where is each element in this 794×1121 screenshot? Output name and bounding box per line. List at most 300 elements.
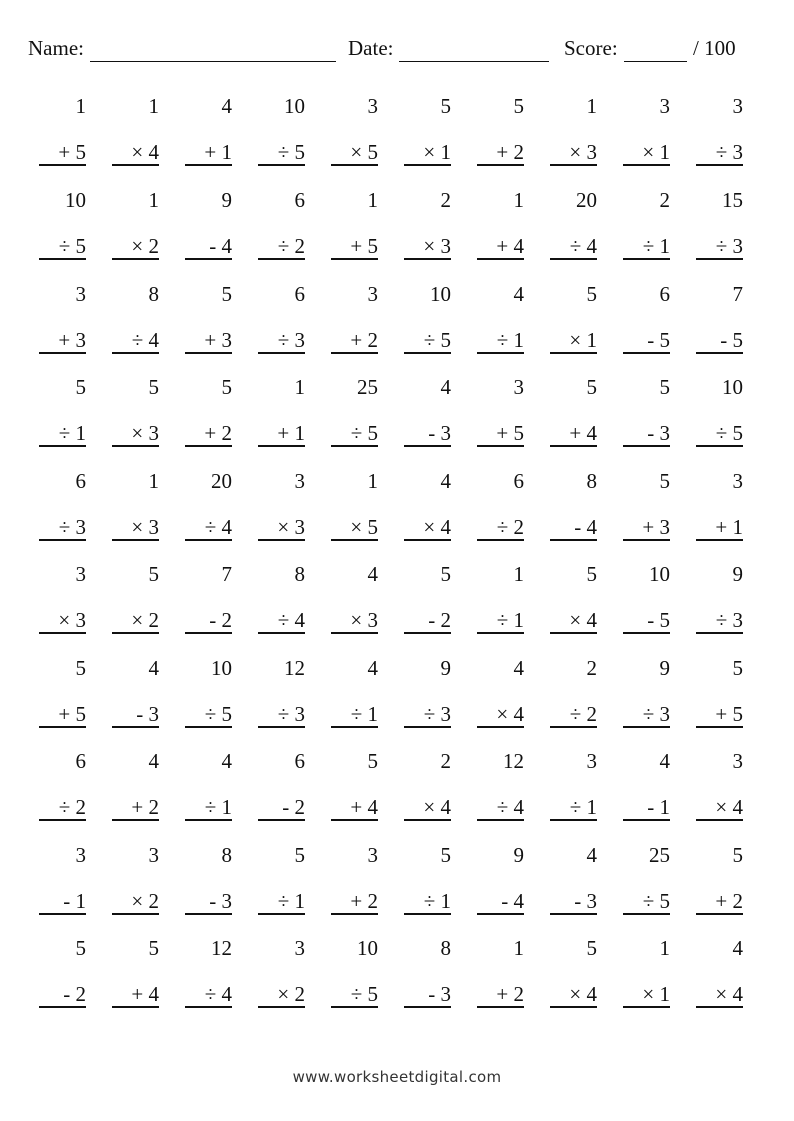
- name-label: Name:: [28, 36, 84, 60]
- problem-r10-c9: [623, 936, 670, 1016]
- problem-r2-c7: [477, 188, 524, 268]
- problem-r10-c4: [258, 936, 305, 1016]
- problem-r10-c8: [550, 936, 597, 1016]
- top-number: 25: [357, 375, 378, 399]
- operator-operand: × 4: [423, 515, 451, 539]
- top-number: 8: [294, 562, 305, 586]
- top-number: 4: [367, 656, 378, 680]
- top-number: 5: [148, 936, 159, 960]
- operator-operand: + 2: [715, 889, 743, 913]
- problem-r3-c6: [404, 282, 451, 362]
- answer-line[interactable]: [477, 352, 524, 354]
- answer-line[interactable]: [550, 164, 597, 166]
- answer-line[interactable]: [258, 632, 305, 634]
- problem-r5-c7: [477, 469, 524, 549]
- answer-line[interactable]: [696, 164, 743, 166]
- operator-operand: - 4: [209, 234, 232, 258]
- answer-line[interactable]: [331, 819, 378, 821]
- operator-operand: + 2: [204, 421, 232, 445]
- operator-operand: ÷ 4: [496, 795, 524, 819]
- top-number: 20: [576, 188, 597, 212]
- answer-line[interactable]: [550, 632, 597, 634]
- problem-r7-c3: [185, 656, 232, 736]
- top-number: 5: [148, 562, 159, 586]
- problem-r2-c8: [550, 188, 597, 268]
- top-number: 6: [659, 282, 670, 306]
- answer-line[interactable]: [258, 539, 305, 541]
- problem-r1-c7: [477, 94, 524, 174]
- problem-r7-c2: [112, 656, 159, 736]
- top-number: 1: [513, 562, 524, 586]
- answer-line[interactable]: [696, 539, 743, 541]
- problem-r7-c7: [477, 656, 524, 736]
- top-number: 1: [148, 469, 159, 493]
- answer-line[interactable]: [185, 726, 232, 728]
- answer-line[interactable]: [477, 164, 524, 166]
- top-number: 5: [75, 656, 86, 680]
- top-number: 5: [586, 375, 597, 399]
- top-number: 3: [75, 282, 86, 306]
- answer-line[interactable]: [477, 632, 524, 634]
- operator-operand: ÷ 2: [569, 702, 597, 726]
- answer-line[interactable]: [185, 819, 232, 821]
- problem-r5-c5: [331, 469, 378, 549]
- top-number: 5: [148, 375, 159, 399]
- answer-line[interactable]: [258, 164, 305, 166]
- problem-r7-c4: [258, 656, 305, 736]
- answer-line[interactable]: [39, 352, 86, 354]
- answer-line[interactable]: [185, 258, 232, 260]
- top-number: 1: [148, 188, 159, 212]
- operator-operand: - 1: [647, 795, 670, 819]
- answer-line[interactable]: [623, 632, 670, 634]
- top-number: 3: [732, 749, 743, 773]
- answer-line[interactable]: [404, 164, 451, 166]
- problem-r5-c2: [112, 469, 159, 549]
- top-number: 6: [75, 749, 86, 773]
- answer-line[interactable]: [477, 445, 524, 447]
- operator-operand: ÷ 3: [642, 702, 670, 726]
- operator-operand: ÷ 5: [58, 234, 86, 258]
- operator-operand: ÷ 1: [496, 608, 524, 632]
- top-number: 3: [513, 375, 524, 399]
- operator-operand: - 3: [647, 421, 670, 445]
- problem-r5-c1: [39, 469, 86, 549]
- problem-r1-c1: [39, 94, 86, 174]
- operator-operand: ÷ 4: [204, 982, 232, 1006]
- problem-r2-c10: [696, 188, 743, 268]
- answer-line[interactable]: [477, 726, 524, 728]
- top-number: 6: [294, 188, 305, 212]
- top-number: 5: [659, 469, 670, 493]
- top-number: 5: [440, 843, 451, 867]
- answer-line[interactable]: [112, 258, 159, 260]
- top-number: 3: [294, 469, 305, 493]
- answer-line[interactable]: [623, 258, 670, 260]
- answer-line[interactable]: [331, 258, 378, 260]
- operator-operand: × 4: [496, 702, 524, 726]
- problem-r5-c3: [185, 469, 232, 549]
- answer-line[interactable]: [404, 258, 451, 260]
- problem-r10-c7: [477, 936, 524, 1016]
- score-label: Score:: [564, 36, 618, 60]
- answer-line[interactable]: [258, 819, 305, 821]
- top-number: 9: [732, 562, 743, 586]
- answer-line[interactable]: [112, 819, 159, 821]
- problem-r1-c9: [623, 94, 670, 174]
- problem-r5-c9: [623, 469, 670, 549]
- answer-line[interactable]: [404, 1006, 451, 1008]
- answer-line[interactable]: [696, 819, 743, 821]
- operator-operand: ÷ 4: [569, 234, 597, 258]
- answer-line[interactable]: [696, 726, 743, 728]
- answer-line[interactable]: [623, 726, 670, 728]
- answer-line[interactable]: [258, 445, 305, 447]
- top-number: 3: [148, 843, 159, 867]
- answer-line[interactable]: [550, 913, 597, 915]
- operator-operand: ÷ 1: [58, 421, 86, 445]
- problem-r4-c7: [477, 375, 524, 455]
- top-number: 3: [75, 843, 86, 867]
- answer-line[interactable]: [477, 913, 524, 915]
- answer-line[interactable]: [696, 913, 743, 915]
- operator-operand: × 3: [131, 515, 159, 539]
- operator-operand: ÷ 2: [58, 795, 86, 819]
- answer-line[interactable]: [550, 352, 597, 354]
- answer-line[interactable]: [331, 352, 378, 354]
- answer-line[interactable]: [258, 1006, 305, 1008]
- problem-r7-c10: [696, 656, 743, 736]
- problem-r4-c4: [258, 375, 305, 455]
- top-number: 4: [221, 749, 232, 773]
- operator-operand: ÷ 5: [715, 421, 743, 445]
- top-number: 15: [722, 188, 743, 212]
- answer-line[interactable]: [39, 726, 86, 728]
- footer-url: www.worksheetdigital.com: [292, 1068, 502, 1086]
- operator-operand: + 5: [58, 140, 86, 164]
- top-number: 4: [367, 562, 378, 586]
- problem-r4-c9: [623, 375, 670, 455]
- operator-operand: + 3: [58, 328, 86, 352]
- problem-r8-c5: [331, 749, 378, 829]
- operator-operand: - 3: [136, 702, 159, 726]
- answer-line[interactable]: [39, 1006, 86, 1008]
- answer-line[interactable]: [404, 445, 451, 447]
- top-number: 20: [211, 469, 232, 493]
- operator-operand: × 3: [350, 608, 378, 632]
- problem-r9-c4: [258, 843, 305, 923]
- top-number: 12: [211, 936, 232, 960]
- problem-r6-c7: [477, 562, 524, 642]
- operator-operand: - 2: [209, 608, 232, 632]
- top-number: 12: [503, 749, 524, 773]
- operator-operand: + 1: [277, 421, 305, 445]
- top-number: 5: [75, 375, 86, 399]
- top-number: 1: [294, 375, 305, 399]
- answer-line[interactable]: [112, 1006, 159, 1008]
- answer-line[interactable]: [185, 913, 232, 915]
- operator-operand: ÷ 1: [642, 234, 670, 258]
- operator-operand: ÷ 3: [277, 328, 305, 352]
- answer-line[interactable]: [39, 913, 86, 915]
- problem-r7-c6: [404, 656, 451, 736]
- answer-line[interactable]: [550, 258, 597, 260]
- answer-line[interactable]: [404, 726, 451, 728]
- problem-r8-c4: [258, 749, 305, 829]
- answer-line[interactable]: [185, 539, 232, 541]
- answer-line[interactable]: [404, 632, 451, 634]
- score-total: / 100: [693, 36, 736, 60]
- answer-line[interactable]: [185, 164, 232, 166]
- top-number: 5: [221, 282, 232, 306]
- answer-line[interactable]: [112, 352, 159, 354]
- operator-operand: ÷ 2: [496, 515, 524, 539]
- answer-line[interactable]: [331, 726, 378, 728]
- operator-operand: ÷ 5: [350, 982, 378, 1006]
- problem-r6-c5: [331, 562, 378, 642]
- operator-operand: + 4: [569, 421, 597, 445]
- answer-line[interactable]: [696, 258, 743, 260]
- operator-operand: - 2: [282, 795, 305, 819]
- answer-line[interactable]: [39, 258, 86, 260]
- top-number: 3: [659, 94, 670, 118]
- top-number: 5: [513, 94, 524, 118]
- answer-line[interactable]: [477, 539, 524, 541]
- top-number: 3: [294, 936, 305, 960]
- operator-operand: × 1: [642, 982, 670, 1006]
- answer-line[interactable]: [623, 539, 670, 541]
- operator-operand: × 1: [569, 328, 597, 352]
- top-number: 10: [649, 562, 670, 586]
- operator-operand: + 1: [204, 140, 232, 164]
- problem-r8-c7: [477, 749, 524, 829]
- answer-line[interactable]: [404, 539, 451, 541]
- top-number: 9: [513, 843, 524, 867]
- answer-line[interactable]: [331, 1006, 378, 1008]
- answer-line[interactable]: [112, 913, 159, 915]
- top-number: 4: [513, 282, 524, 306]
- top-number: 3: [367, 94, 378, 118]
- problem-r9-c7: [477, 843, 524, 923]
- operator-operand: - 5: [647, 328, 670, 352]
- problem-r5-c10: [696, 469, 743, 549]
- top-number: 1: [367, 188, 378, 212]
- operator-operand: - 3: [428, 421, 451, 445]
- problem-r10-c2: [112, 936, 159, 1016]
- answer-line[interactable]: [623, 819, 670, 821]
- top-number: 7: [221, 562, 232, 586]
- problem-r6-c6: [404, 562, 451, 642]
- problem-r2-c4: [258, 188, 305, 268]
- operator-operand: × 3: [569, 140, 597, 164]
- operator-operand: × 5: [350, 515, 378, 539]
- answer-line[interactable]: [39, 632, 86, 634]
- problem-r6-c9: [623, 562, 670, 642]
- top-number: 5: [294, 843, 305, 867]
- answer-line[interactable]: [112, 445, 159, 447]
- operator-operand: - 3: [209, 889, 232, 913]
- top-number: 6: [294, 749, 305, 773]
- operator-operand: × 3: [277, 515, 305, 539]
- problem-r6-c4: [258, 562, 305, 642]
- answer-line[interactable]: [39, 445, 86, 447]
- problem-r8-c2: [112, 749, 159, 829]
- operator-operand: - 3: [574, 889, 597, 913]
- problem-r1-c8: [550, 94, 597, 174]
- answer-line[interactable]: [258, 352, 305, 354]
- answer-line[interactable]: [696, 445, 743, 447]
- answer-line[interactable]: [404, 352, 451, 354]
- problem-r2-c1: [39, 188, 86, 268]
- problem-r1-c2: [112, 94, 159, 174]
- operator-operand: ÷ 1: [204, 795, 232, 819]
- answer-line[interactable]: [404, 819, 451, 821]
- problem-r6-c1: [39, 562, 86, 642]
- problem-r1-c4: [258, 94, 305, 174]
- top-number: 8: [148, 282, 159, 306]
- top-number: 25: [649, 843, 670, 867]
- problem-r2-c6: [404, 188, 451, 268]
- top-number: 8: [440, 936, 451, 960]
- problem-r7-c1: [39, 656, 86, 736]
- problem-r3-c1: [39, 282, 86, 362]
- answer-line[interactable]: [623, 164, 670, 166]
- problem-r7-c5: [331, 656, 378, 736]
- top-number: 10: [284, 94, 305, 118]
- problem-r4-c8: [550, 375, 597, 455]
- answer-line[interactable]: [623, 913, 670, 915]
- answer-line[interactable]: [185, 632, 232, 634]
- problem-r9-c9: [623, 843, 670, 923]
- top-number: 4: [440, 469, 451, 493]
- top-number: 2: [586, 656, 597, 680]
- answer-line[interactable]: [258, 726, 305, 728]
- answer-line[interactable]: [696, 632, 743, 634]
- operator-operand: - 1: [63, 889, 86, 913]
- top-number: 2: [659, 188, 670, 212]
- answer-line[interactable]: [477, 819, 524, 821]
- answer-line[interactable]: [39, 539, 86, 541]
- answer-line[interactable]: [331, 445, 378, 447]
- problem-r3-c10: [696, 282, 743, 362]
- answer-line[interactable]: [258, 258, 305, 260]
- problem-r3-c3: [185, 282, 232, 362]
- problem-r1-c5: [331, 94, 378, 174]
- top-number: 3: [367, 282, 378, 306]
- answer-line[interactable]: [258, 913, 305, 915]
- answer-line[interactable]: [550, 445, 597, 447]
- answer-line[interactable]: [112, 539, 159, 541]
- problem-r3-c4: [258, 282, 305, 362]
- top-number: 2: [440, 749, 451, 773]
- top-number: 4: [659, 749, 670, 773]
- top-number: 3: [586, 749, 597, 773]
- answer-line[interactable]: [331, 164, 378, 166]
- top-number: 3: [732, 94, 743, 118]
- top-number: 4: [148, 749, 159, 773]
- operator-operand: - 3: [428, 982, 451, 1006]
- answer-line[interactable]: [185, 1006, 232, 1008]
- operator-operand: + 2: [496, 140, 524, 164]
- top-number: 5: [659, 375, 670, 399]
- answer-line[interactable]: [477, 1006, 524, 1008]
- answer-line[interactable]: [696, 1006, 743, 1008]
- answer-line[interactable]: [112, 632, 159, 634]
- top-number: 3: [732, 469, 743, 493]
- operator-operand: + 4: [131, 982, 159, 1006]
- operator-operand: - 4: [574, 515, 597, 539]
- top-number: 8: [586, 469, 597, 493]
- top-number: 4: [440, 375, 451, 399]
- problem-r8-c6: [404, 749, 451, 829]
- answer-line[interactable]: [623, 1006, 670, 1008]
- answer-line[interactable]: [623, 445, 670, 447]
- answer-line[interactable]: [331, 913, 378, 915]
- answer-line[interactable]: [185, 445, 232, 447]
- top-number: 5: [732, 843, 743, 867]
- operator-operand: × 4: [569, 982, 597, 1006]
- problem-r10-c5: [331, 936, 378, 1016]
- top-number: 5: [586, 282, 597, 306]
- answer-line[interactable]: [550, 726, 597, 728]
- answer-line[interactable]: [550, 539, 597, 541]
- answer-line[interactable]: [550, 819, 597, 821]
- operator-operand: ÷ 3: [715, 608, 743, 632]
- problem-r10-c3: [185, 936, 232, 1016]
- operator-operand: - 5: [720, 328, 743, 352]
- problem-r4-c10: [696, 375, 743, 455]
- problem-r2-c3: [185, 188, 232, 268]
- operator-operand: ÷ 3: [715, 234, 743, 258]
- operator-operand: ÷ 3: [277, 702, 305, 726]
- problem-r5-c6: [404, 469, 451, 549]
- top-number: 1: [75, 94, 86, 118]
- answer-line[interactable]: [185, 352, 232, 354]
- answer-line[interactable]: [39, 819, 86, 821]
- answer-line[interactable]: [404, 913, 451, 915]
- problem-r3-c2: [112, 282, 159, 362]
- answer-line[interactable]: [112, 726, 159, 728]
- answer-line[interactable]: [696, 352, 743, 354]
- problem-r3-c5: [331, 282, 378, 362]
- top-number: 5: [440, 562, 451, 586]
- operator-operand: ÷ 1: [423, 889, 451, 913]
- answer-line[interactable]: [331, 539, 378, 541]
- problem-r4-c5: [331, 375, 378, 455]
- operator-operand: ÷ 3: [58, 515, 86, 539]
- answer-line[interactable]: [39, 164, 86, 166]
- operator-operand: + 1: [715, 515, 743, 539]
- top-number: 1: [367, 469, 378, 493]
- problem-r4-c3: [185, 375, 232, 455]
- top-number: 6: [75, 469, 86, 493]
- problem-r9-c2: [112, 843, 159, 923]
- answer-line[interactable]: [331, 632, 378, 634]
- operator-operand: × 4: [423, 795, 451, 819]
- answer-line[interactable]: [550, 1006, 597, 1008]
- answer-line[interactable]: [623, 352, 670, 354]
- answer-line[interactable]: [477, 258, 524, 260]
- problem-r6-c3: [185, 562, 232, 642]
- top-number: 5: [75, 936, 86, 960]
- operator-operand: × 4: [569, 608, 597, 632]
- problem-r2-c9: [623, 188, 670, 268]
- problem-r5-c4: [258, 469, 305, 549]
- problem-r2-c2: [112, 188, 159, 268]
- problem-r4-c6: [404, 375, 451, 455]
- answer-line[interactable]: [112, 164, 159, 166]
- operator-operand: + 5: [496, 421, 524, 445]
